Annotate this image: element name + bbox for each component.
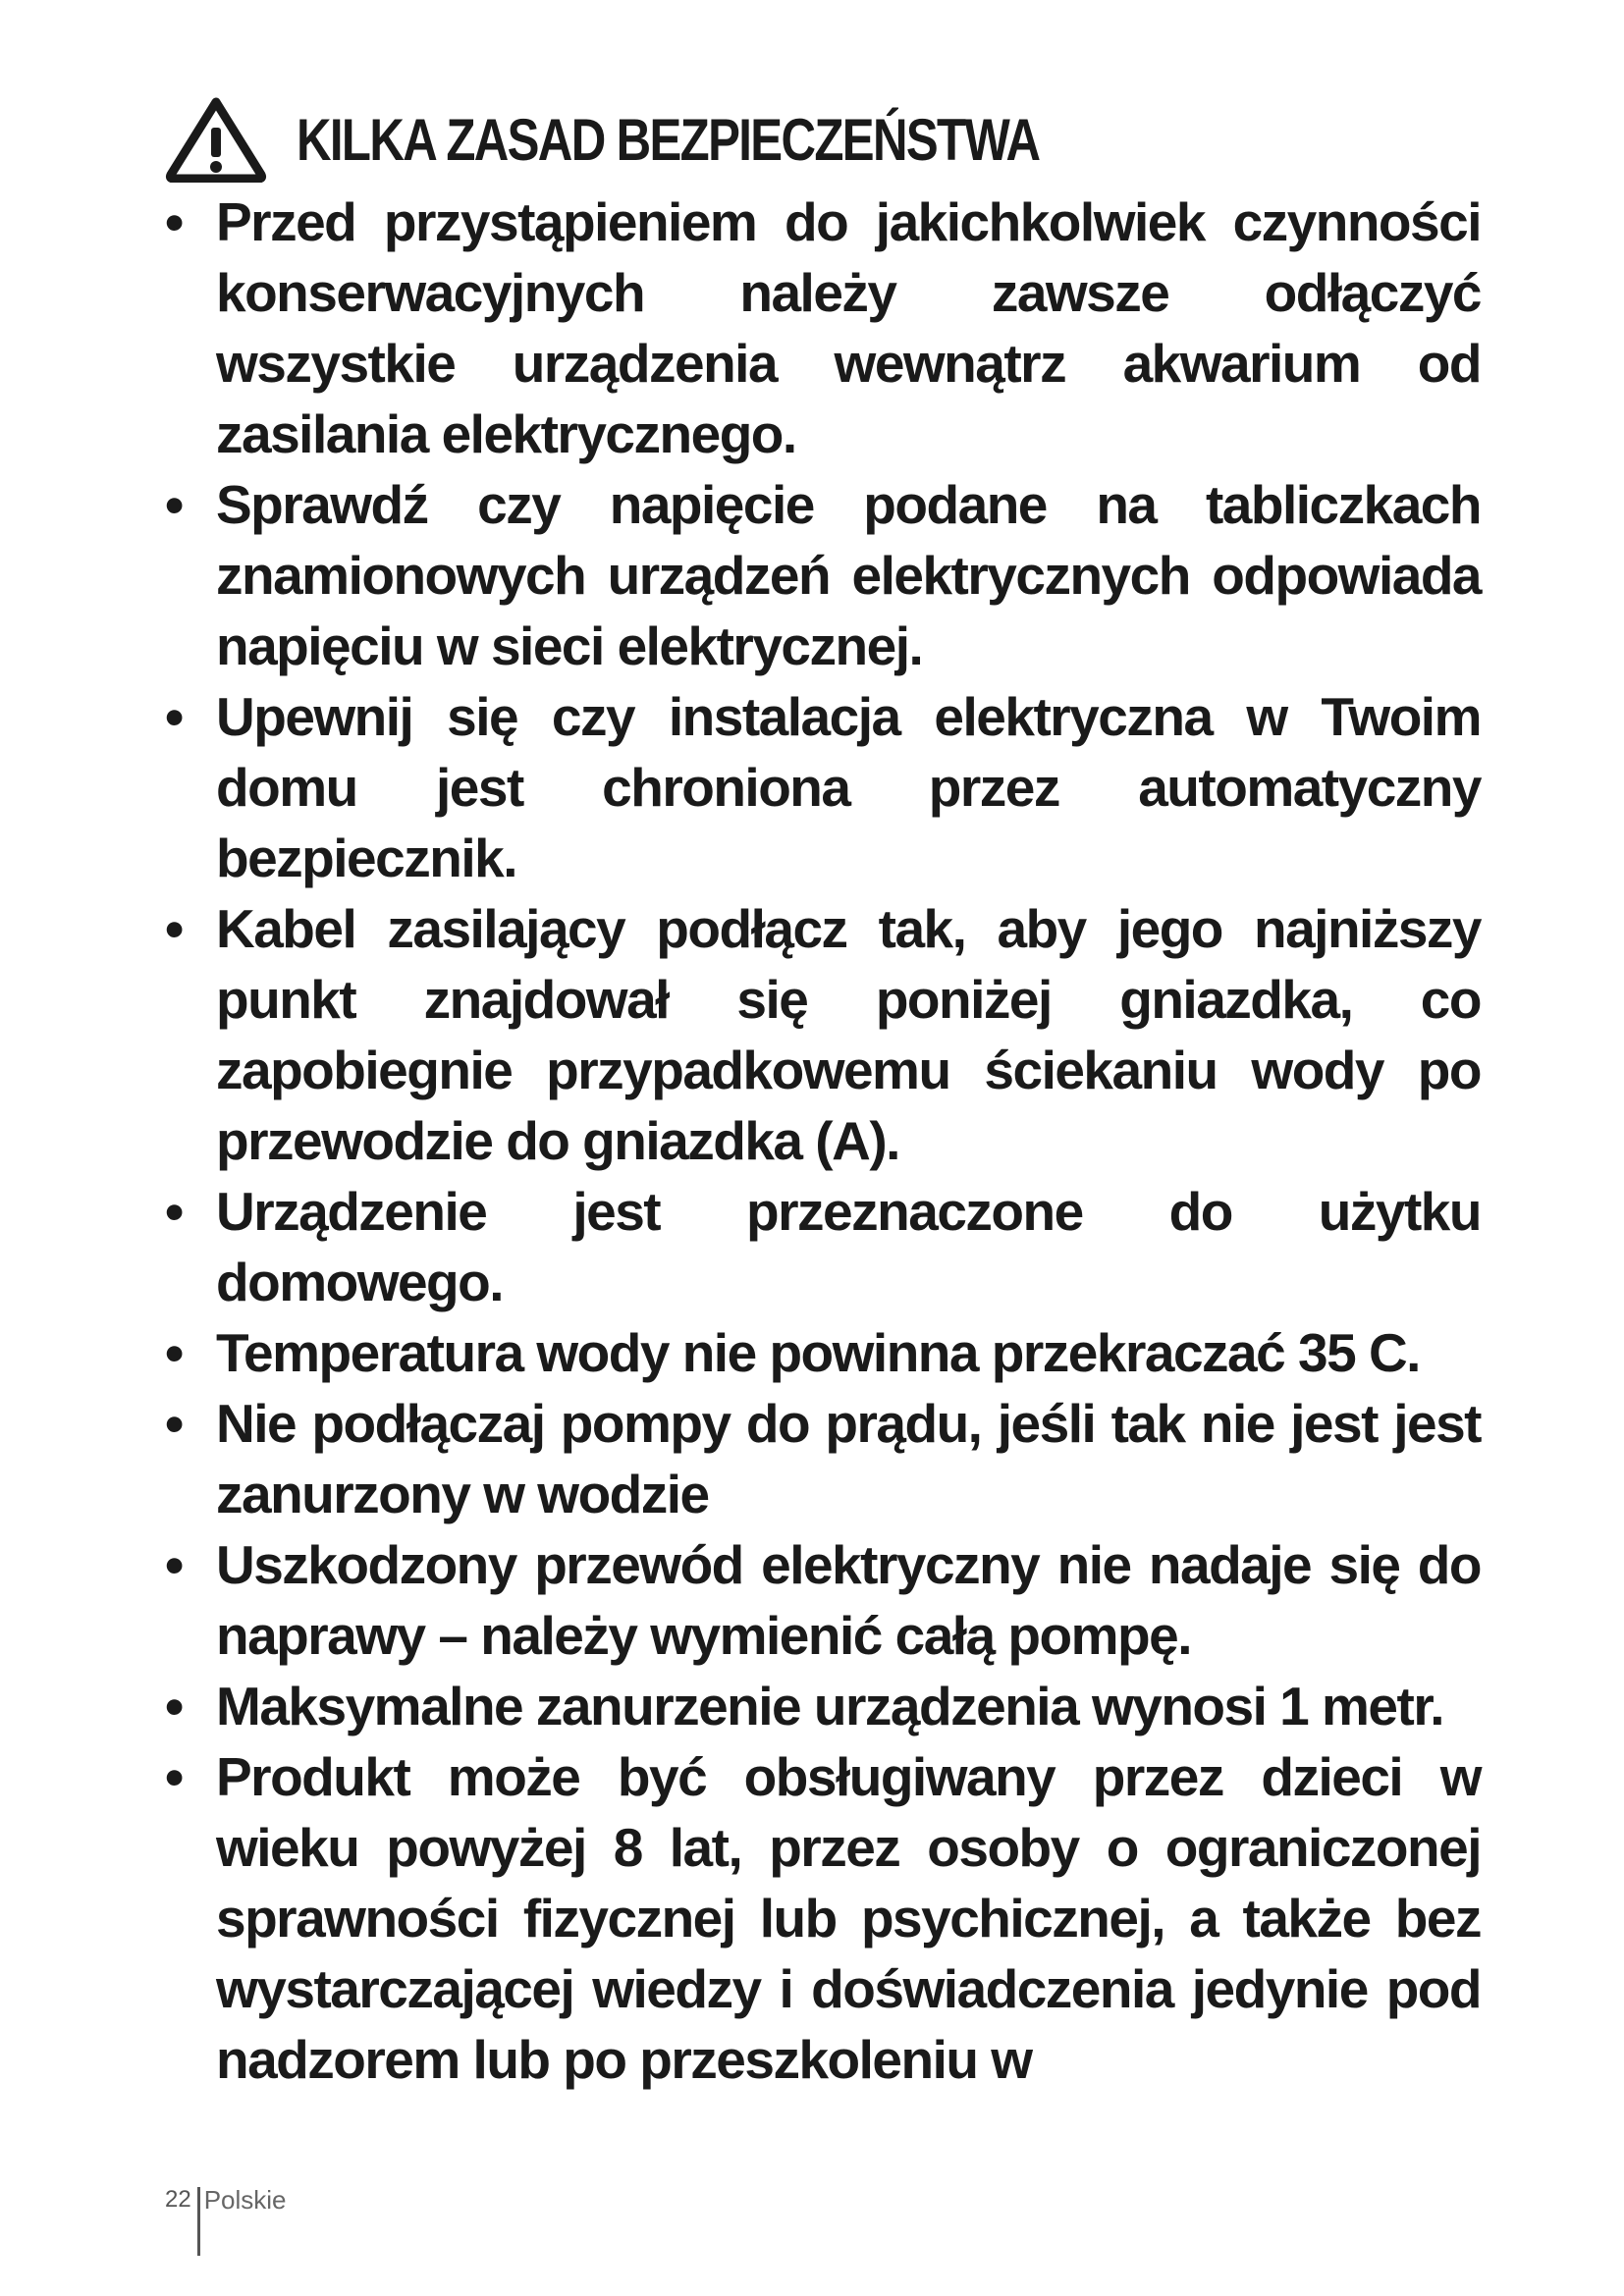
- safety-heading: [165, 90, 1202, 188]
- list-item: [165, 1741, 1481, 2095]
- list-item: [165, 681, 1481, 893]
- bullet: •: [165, 1393, 183, 1454]
- bullet: •: [165, 686, 183, 747]
- rule-text: Upewnij się czy instalacja elektryczna w Twoim domu jest chroniona przez automatyczny bezpiecznik.: [216, 686, 1481, 888]
- list-item: [165, 1671, 1481, 1741]
- bullet: •: [165, 1676, 183, 1736]
- list-item: [165, 893, 1481, 1176]
- bullet: •: [165, 1322, 183, 1383]
- list-item: [165, 1317, 1481, 1388]
- list-item: [165, 1176, 1481, 1317]
- footer-divider: [197, 2187, 200, 2256]
- rule-text: Kabel zasilający podłącz tak, aby jego najniższy punkt znajdował się poniżej gniazdka, co zapobiegnie przypadkowemu ściekaniu wody po przewodzie do gniazdka (A).: [216, 898, 1481, 1171]
- list-item: [165, 469, 1481, 681]
- rule-text: Urządzenie jest przeznaczone do użytku domowego.: [216, 1181, 1481, 1312]
- warning-triangle-icon: [165, 96, 267, 183]
- rule-text: Nie podłączaj pompy do prądu, jeśli tak nie jest jest zanurzony w wodzie: [216, 1393, 1481, 1524]
- page-footer: [165, 2185, 287, 2256]
- bullet: •: [165, 474, 183, 535]
- list-item: [165, 1388, 1481, 1529]
- rule-text: Maksymalne zanurzenie urządzenia wynosi 1 metr.: [216, 1676, 1443, 1736]
- bullet: •: [165, 1181, 183, 1242]
- bullet: •: [165, 1746, 183, 1807]
- bullet: •: [165, 1534, 183, 1595]
- page-title: KILKA ZASAD BEZPIECZEŃSTWA: [297, 106, 1040, 173]
- list-item: [165, 187, 1481, 469]
- rule-text: Uszkodzony przewód elektryczny nie nadaje się do naprawy – należy wymienić całą pompę.: [216, 1534, 1481, 1666]
- rule-text: Przed przystąpieniem do jakichkolwiek czynności konserwacyjnych należy zawsze odłączyć wszystkie urządzenia wewnątrz akwarium od zasilania elektrycznego.: [216, 191, 1481, 464]
- rule-text: Sprawdź czy napięcie podane na tabliczkach znamionowych urządzeń elektrycznych odpowiada napięciu w sieci elektrycznej.: [216, 474, 1481, 676]
- bullet: •: [165, 898, 183, 959]
- list-item: [165, 1529, 1481, 1671]
- safety-rules-list: [165, 187, 1481, 2095]
- rule-text: Temperatura wody nie powinna przekraczać 35 C.: [216, 1322, 1420, 1383]
- bullet: •: [165, 191, 183, 252]
- footer-language: Polskie: [203, 2185, 287, 2215]
- page-number: 22: [165, 2186, 191, 2213]
- rule-text: Produkt może być obsługiwany przez dzieci w wieku powyżej 8 lat, przez osoby o ograniczonej sprawności fizycznej lub psychicznej, a także bez wystarczającej wiedzy i doświadczenia jedynie pod nadzorem lub po przeszkoleniu w: [216, 1746, 1481, 2090]
